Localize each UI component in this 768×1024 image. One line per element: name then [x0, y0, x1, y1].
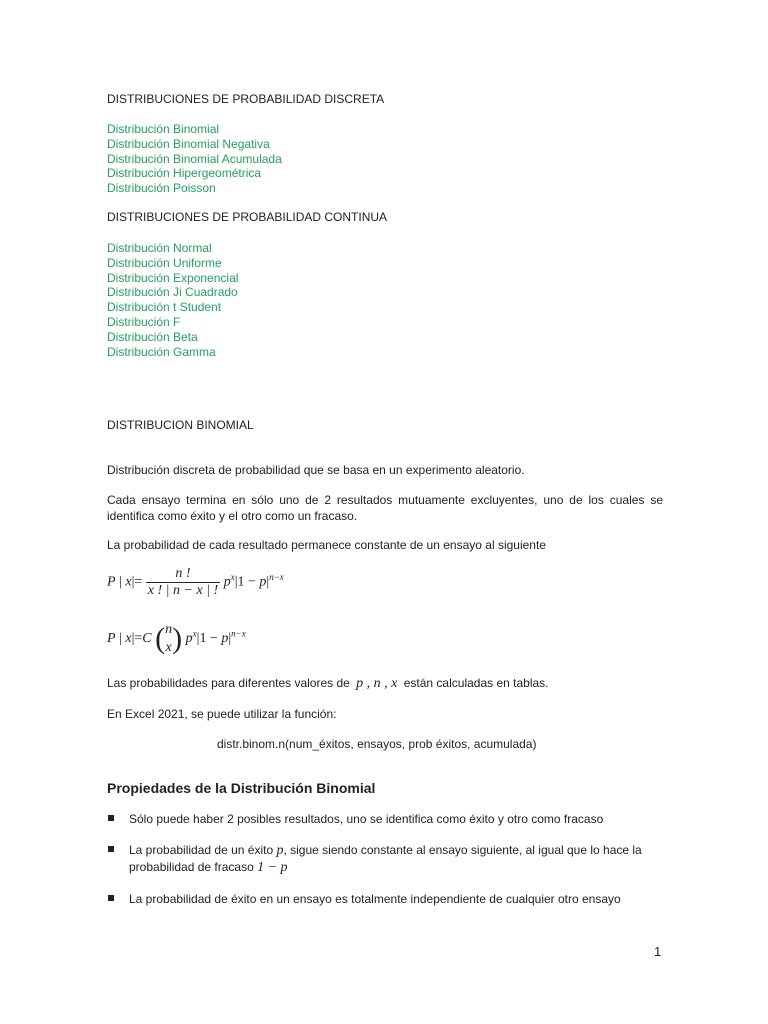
excel-function: distr.binom.n(num_éxitos, ensayos, prob éxitos, acumulada) [217, 737, 537, 751]
bullet-two-outcomes: Sólo puede haber 2 posibles resultados, uno se identifica como éxito y otro como fracaso [129, 812, 604, 826]
b2-text-a: La probabilidad de un éxito [129, 843, 274, 857]
bullet-constant-probability [129, 842, 663, 876]
link-f[interactable]: Distribución F [107, 314, 181, 329]
link-normal[interactable]: Distribución Normal [107, 241, 212, 255]
link-uniforme[interactable]: Distribución Uniforme [107, 255, 222, 270]
tables-text: Las probabilidades para diferentes valores de [107, 676, 350, 690]
continuous-links [107, 241, 238, 359]
paragraph-trials: Cada ensayo termina en sólo uno de 2 resultados mutuamente excluyentes, uno de los cuales se identifica como éxito y el otro como un fracaso. [107, 493, 663, 523]
link-ji-cuadrado[interactable]: Distribución Ji Cuadrado [107, 285, 238, 300]
tables-variables: p , n , x [356, 676, 398, 691]
paragraph-constant: La probabilidad de cada resultado permanece constante de un ensayo al siguiente [107, 538, 546, 552]
page-number: 1 [654, 944, 662, 959]
heading-continuous: DISTRIBUCIONES DE PROBABILIDAD CONTINUA [107, 210, 388, 224]
link-binomial[interactable]: Distribución Binomial [107, 122, 220, 136]
discrete-links [107, 122, 282, 196]
b2-expr: 1 − p [257, 860, 288, 875]
formula-binomial-factorial: P | x|= $\frac{n !}{x ! | n - x | !}$ $p^x|1 - p|^{n-x}$ [107, 566, 284, 598]
link-binomial-negativa[interactable]: Distribución Binomial Negativa [107, 136, 270, 151]
heading-discrete: DISTRIBUCIONES DE PROBABILIDAD DISCRETA [107, 92, 385, 106]
link-poisson[interactable]: Distribución Poisson [107, 181, 216, 196]
link-beta[interactable]: Distribución Beta [107, 329, 198, 344]
bullet-independence: La probabilidad de éxito en un ensayo es totalmente independiente de cualquier otro ensayo [129, 892, 621, 906]
link-hipergeometrica[interactable]: Distribución Hipergeométrica [107, 166, 262, 181]
tables-tail: están calculadas en tablas. [403, 676, 549, 690]
link-binomial-acumulada[interactable]: Distribución Binomial Acumulada [107, 151, 282, 166]
paragraph-definition: Distribución discreta de probabilidad que se basa en un experimento aleatorio. [107, 463, 525, 477]
b2-var-p: p [276, 843, 284, 858]
bullet-marker [108, 846, 114, 852]
link-t-student[interactable]: Distribución t Student [107, 300, 222, 315]
bullet-marker [108, 895, 114, 901]
binomial-heading: DISTRIBUCION BINOMIAL [107, 418, 254, 432]
paragraph-tables [107, 676, 549, 691]
formula-binomial-combination: P | x|=C (n x) $p^x|1 - p|^{n-x}$ [107, 622, 246, 655]
bullet-marker [108, 815, 114, 821]
link-gamma[interactable]: Distribución Gamma [107, 344, 216, 359]
paragraph-excel: En Excel 2021, se puede utilizar la función: [107, 707, 337, 721]
b2-text-b: , sigue siendo constante al ensayo siguiente, al igual que lo hace la probabilidad de fracaso [129, 843, 642, 874]
properties-heading: Propiedades de la Distribución Binomial [107, 780, 376, 796]
link-exponencial[interactable]: Distribución Exponencial [107, 270, 239, 285]
